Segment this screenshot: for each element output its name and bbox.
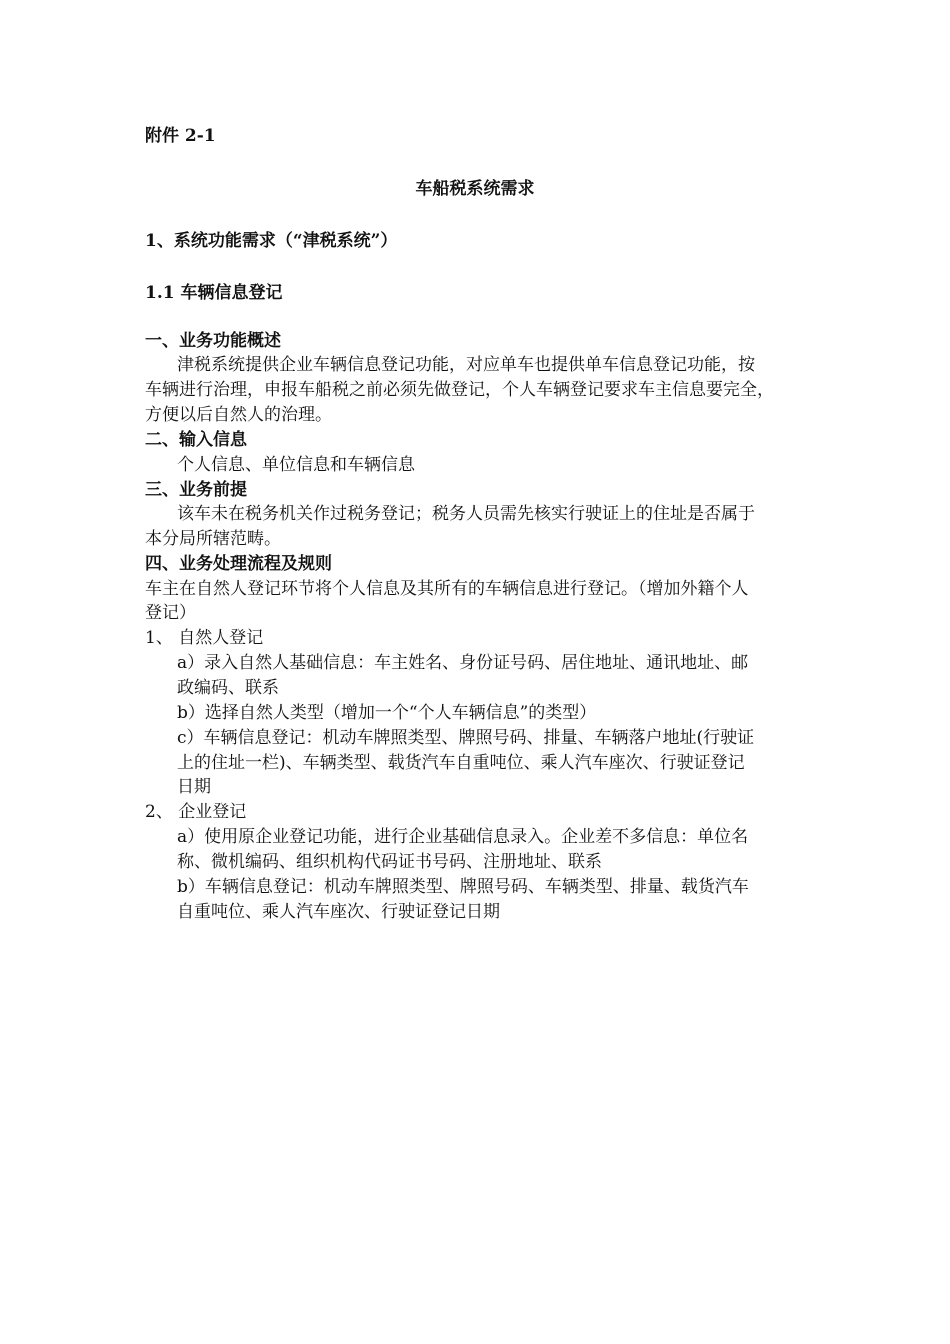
- item-1-label: 1、 自然人登记: [145, 628, 264, 648]
- item-2-b-line: b）车辆信息登记：机动车牌照类型、牌照号码、车辆类型、排量、载货汽车: [177, 877, 749, 897]
- item-1-c-line: 上的住址一栏)、车辆类型、载货汽车自重吨位、乘人汽车座次、行驶证登记: [177, 753, 745, 773]
- overview-line: 津税系统提供企业车辆信息登记功能，对应单车也提供单车信息登记功能，按: [177, 355, 755, 375]
- item-2-a-line: 称、微机编码、组织机构代码证书号码、注册地址、联系: [177, 852, 602, 872]
- overview-line: 方便以后自然人的治理。: [145, 405, 332, 425]
- document-title: 车船税系统需求: [415, 179, 535, 199]
- item-2-a-line: a）使用原企业登记功能，进行企业基础信息录入。企业差不多信息：单位名: [177, 827, 749, 847]
- process-heading: 四、业务处理流程及规则: [145, 554, 332, 574]
- input-text: 个人信息、单位信息和车辆信息: [177, 455, 415, 475]
- overview-line: 车辆进行治理，申报车船税之前必须先做登记，个人车辆登记要求车主信息要完全，: [145, 380, 774, 400]
- overview-heading: 一、业务功能概述: [145, 331, 281, 351]
- item-1-c-line: 日期: [177, 777, 211, 797]
- item-2-label: 2、 企业登记: [145, 802, 247, 822]
- premise-heading: 三、业务前提: [145, 480, 247, 500]
- item-1-b-line: b）选择自然人类型（增加一个“个人车辆信息”的类型）: [177, 703, 597, 723]
- section-1-heading: 1、系统功能需求（“津税系统”）: [145, 231, 398, 251]
- item-1-a-line: a）录入自然人基础信息：车主姓名、身份证号码、居住地址、通讯地址、邮: [177, 653, 749, 673]
- attachment-label: 附件 2-1: [145, 126, 216, 146]
- input-heading: 二、输入信息: [145, 430, 247, 450]
- premise-line: 该车未在税务机关作过税务登记；税务人员需先核实行驶证上的住址是否属于: [177, 504, 755, 524]
- item-2-b-line: 自重吨位、乘人汽车座次、行驶证登记日期: [177, 902, 500, 922]
- process-intro-line: 车主在自然人登记环节将个人信息及其所有的车辆信息进行登记。（增加外籍个人: [145, 579, 749, 599]
- premise-line: 本分局所辖范畴。: [145, 529, 281, 549]
- process-intro-line: 登记）: [145, 603, 196, 623]
- item-1-a-line: 政编码、联系: [177, 678, 279, 698]
- section-1-1-heading: 1.1 车辆信息登记: [145, 283, 283, 303]
- item-1-c-line: c）车辆信息登记：机动车牌照类型、牌照号码、排量、车辆落户地址(行驶证: [177, 728, 755, 748]
